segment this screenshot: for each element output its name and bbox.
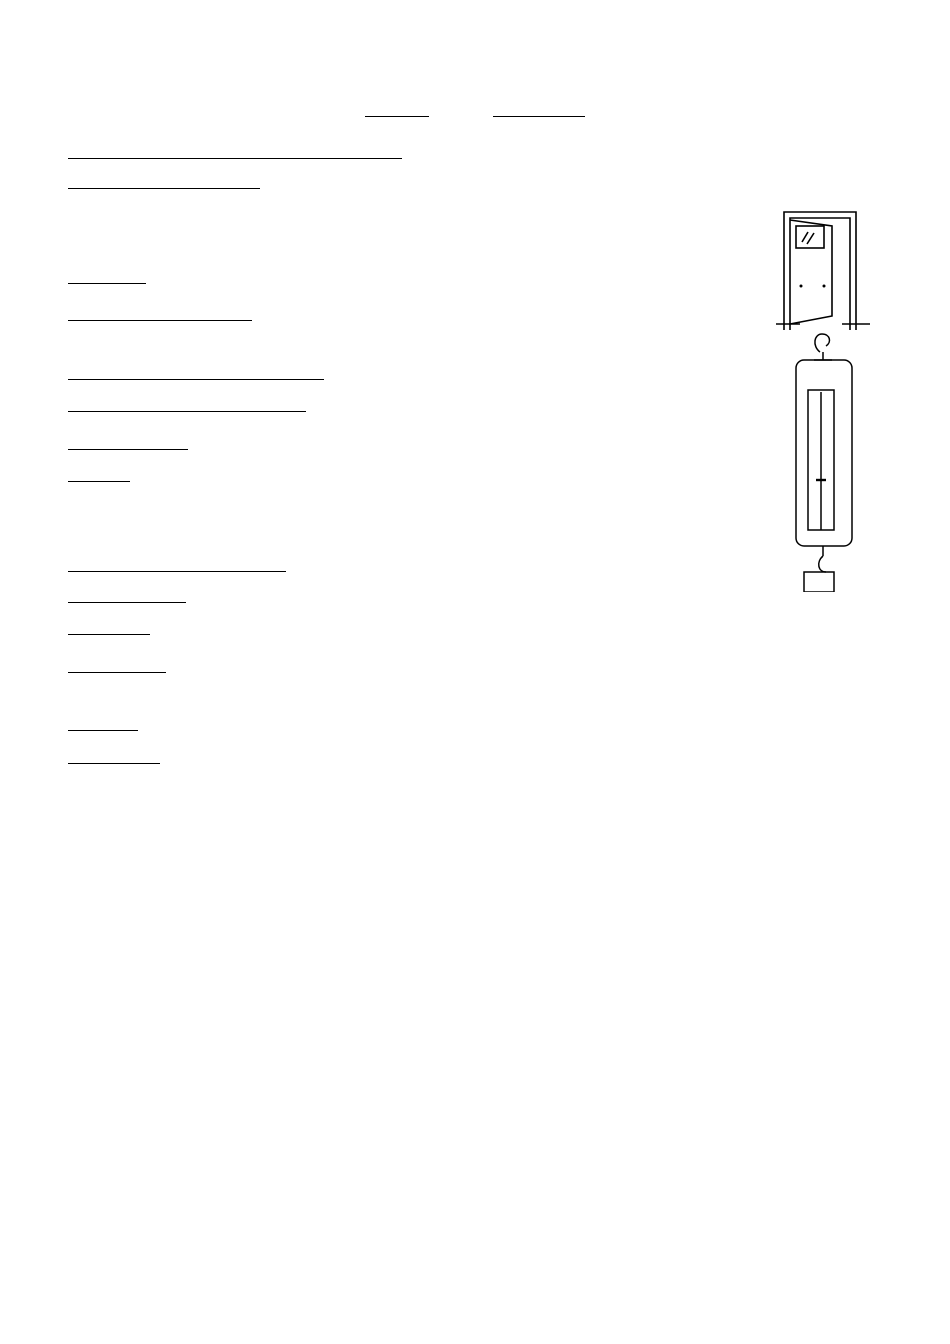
question-9 [68, 585, 774, 643]
point-a-dot [823, 285, 826, 288]
spring-scale-figure [790, 330, 870, 592]
student-info-line [0, 101, 950, 117]
name-blank[interactable] [493, 102, 585, 117]
q1-blank-1[interactable] [68, 141, 180, 159]
question-1 [68, 141, 774, 167]
q7-blank-2[interactable] [126, 432, 188, 450]
window-glare [802, 232, 814, 244]
q11-blank-1[interactable] [68, 713, 138, 731]
question-10 [68, 649, 888, 682]
question-3 [68, 203, 774, 209]
door-figure [776, 206, 870, 331]
q9-blank-2[interactable] [68, 617, 150, 635]
q6-blank-1[interactable] [68, 362, 232, 380]
q7-blank-1[interactable] [68, 432, 126, 450]
q9-blank-1[interactable] [68, 585, 186, 603]
q10-blank-2[interactable] [132, 655, 166, 673]
q8-blank-2[interactable] [154, 554, 286, 572]
q5-blank-2[interactable] [68, 303, 160, 321]
bottom-hook [819, 546, 826, 572]
door-frame [784, 212, 856, 324]
q6-blank-3[interactable] [68, 394, 206, 412]
weight-block [804, 572, 834, 592]
q10-blank-1[interactable] [68, 655, 132, 673]
q7-blank-3[interactable] [68, 464, 130, 482]
point-b-dot [800, 285, 803, 288]
question-4 [68, 266, 774, 292]
question-7 [68, 426, 774, 496]
q6-blank-4[interactable] [206, 394, 306, 412]
q2-blank-1[interactable] [68, 171, 260, 189]
scale-body [796, 360, 852, 546]
q6-blank-2[interactable] [232, 362, 324, 380]
q1-blank-2[interactable] [180, 141, 280, 159]
q11-blank-2[interactable] [68, 746, 160, 764]
question-2 [68, 171, 774, 197]
question-11 [68, 713, 888, 773]
question-8 [68, 554, 774, 580]
class-blank[interactable] [365, 102, 429, 117]
door-frame-inner [790, 218, 850, 324]
question-6 [68, 362, 774, 420]
top-hook [815, 334, 830, 352]
q5-blank-3[interactable] [160, 303, 252, 321]
door-window [796, 226, 824, 248]
question-5 [68, 297, 774, 329]
q8-blank-1[interactable] [68, 554, 154, 572]
q4-blank-1[interactable] [68, 266, 146, 284]
q1-blank-3[interactable] [280, 141, 402, 159]
